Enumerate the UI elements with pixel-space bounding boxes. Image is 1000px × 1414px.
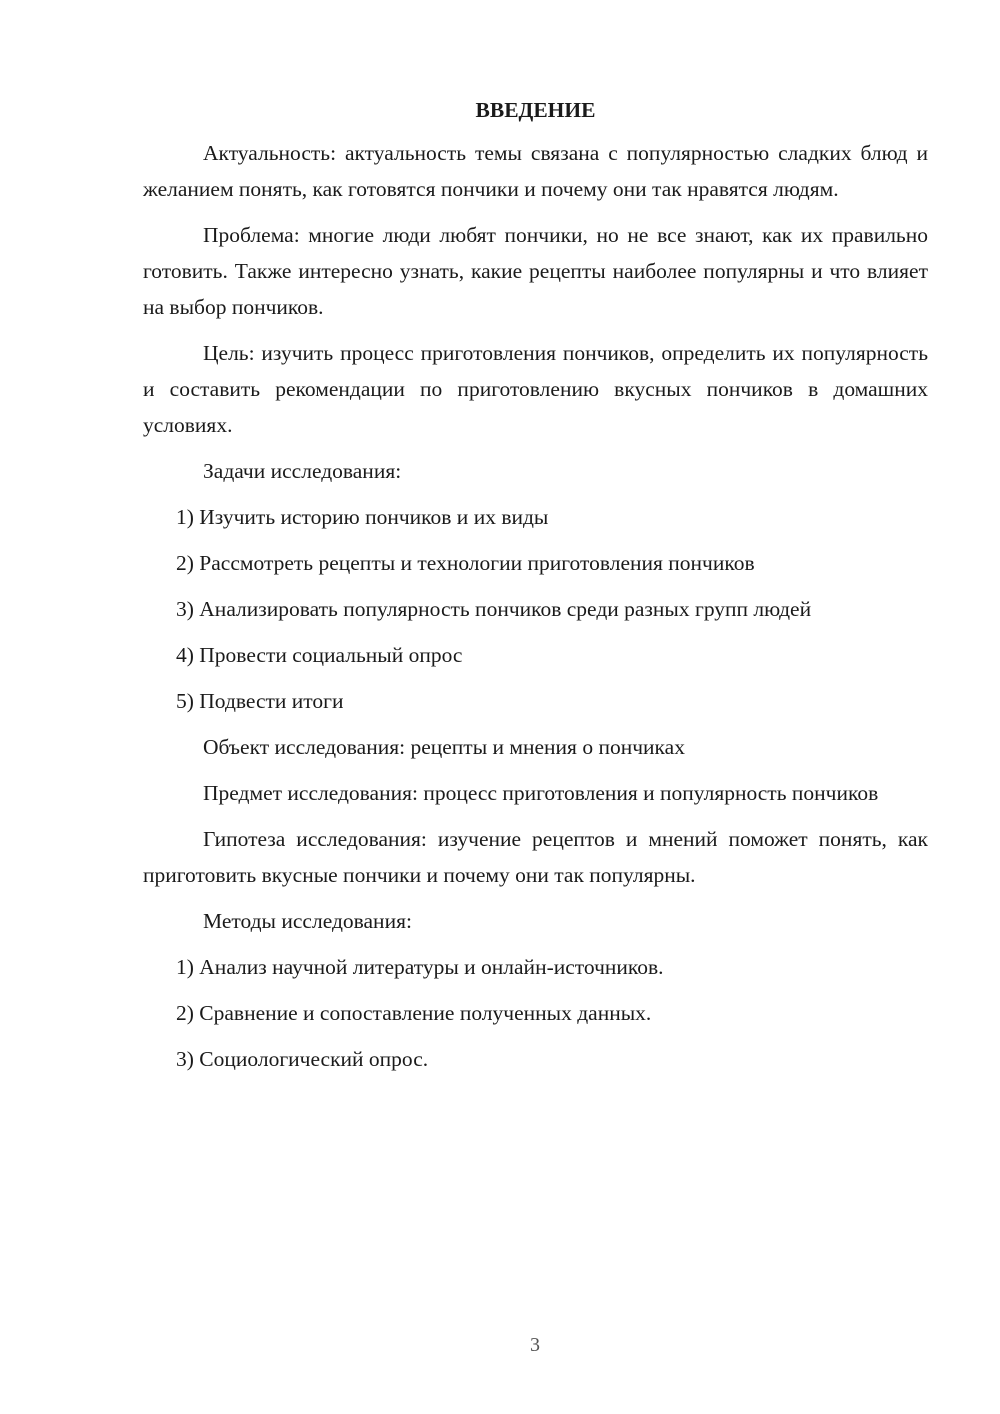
list-item: 2) Сравнение и сопоставление полученных данных.	[176, 1001, 652, 1025]
list-item: 4) Провести социальный опрос	[176, 643, 463, 667]
relevance-paragraph: Актуальность: актуальность темы связана с популярностью сладких блюд и желанием понять, как готовятся пончики и почему они так нравятся людям.	[143, 141, 928, 201]
tasks-title: Задачи исследования:	[203, 459, 402, 483]
object-paragraph: Объект исследования: рецепты и мнения о пончиках	[203, 735, 685, 759]
methods-title: Методы исследования:	[203, 909, 412, 933]
methods-list	[143, 949, 928, 1077]
document-page	[143, 92, 928, 1087]
page-number: 3	[530, 1334, 540, 1356]
section-heading: ВВЕДЕНИЕ	[475, 98, 596, 122]
list-item: 5) Подвести итоги	[176, 689, 344, 713]
list-item: 3) Социологический опрос.	[176, 1047, 429, 1071]
list-item: 1) Изучить историю пончиков и их виды	[176, 505, 549, 529]
tasks-list	[143, 499, 928, 719]
subject-paragraph: Предмет исследования: процесс приготовления и популярность пончиков	[203, 781, 879, 805]
hypothesis-paragraph: Гипотеза исследования: изучение рецептов и мнений поможет понять, как приготовить вкусные пончики и почему они так популярны.	[143, 827, 928, 887]
list-item: 1) Анализ научной литературы и онлайн-источников.	[176, 955, 664, 979]
list-item: 3) Анализировать популярность пончиков среди разных групп людей	[176, 597, 812, 621]
problem-paragraph: Проблема: многие люди любят пончики, но не все знают, как их правильно готовить. Также интересно узнать, какие рецепты наиболее популярны и что влияет на выбор пончиков.	[143, 223, 928, 319]
list-item: 2) Рассмотреть рецепты и технологии приготовления пончиков	[176, 551, 755, 575]
goal-paragraph: Цель: изучить процесс приготовления пончиков, определить их популярность и составить рекомендации по приготовлению вкусных пончиков в домашних условиях.	[143, 341, 928, 437]
